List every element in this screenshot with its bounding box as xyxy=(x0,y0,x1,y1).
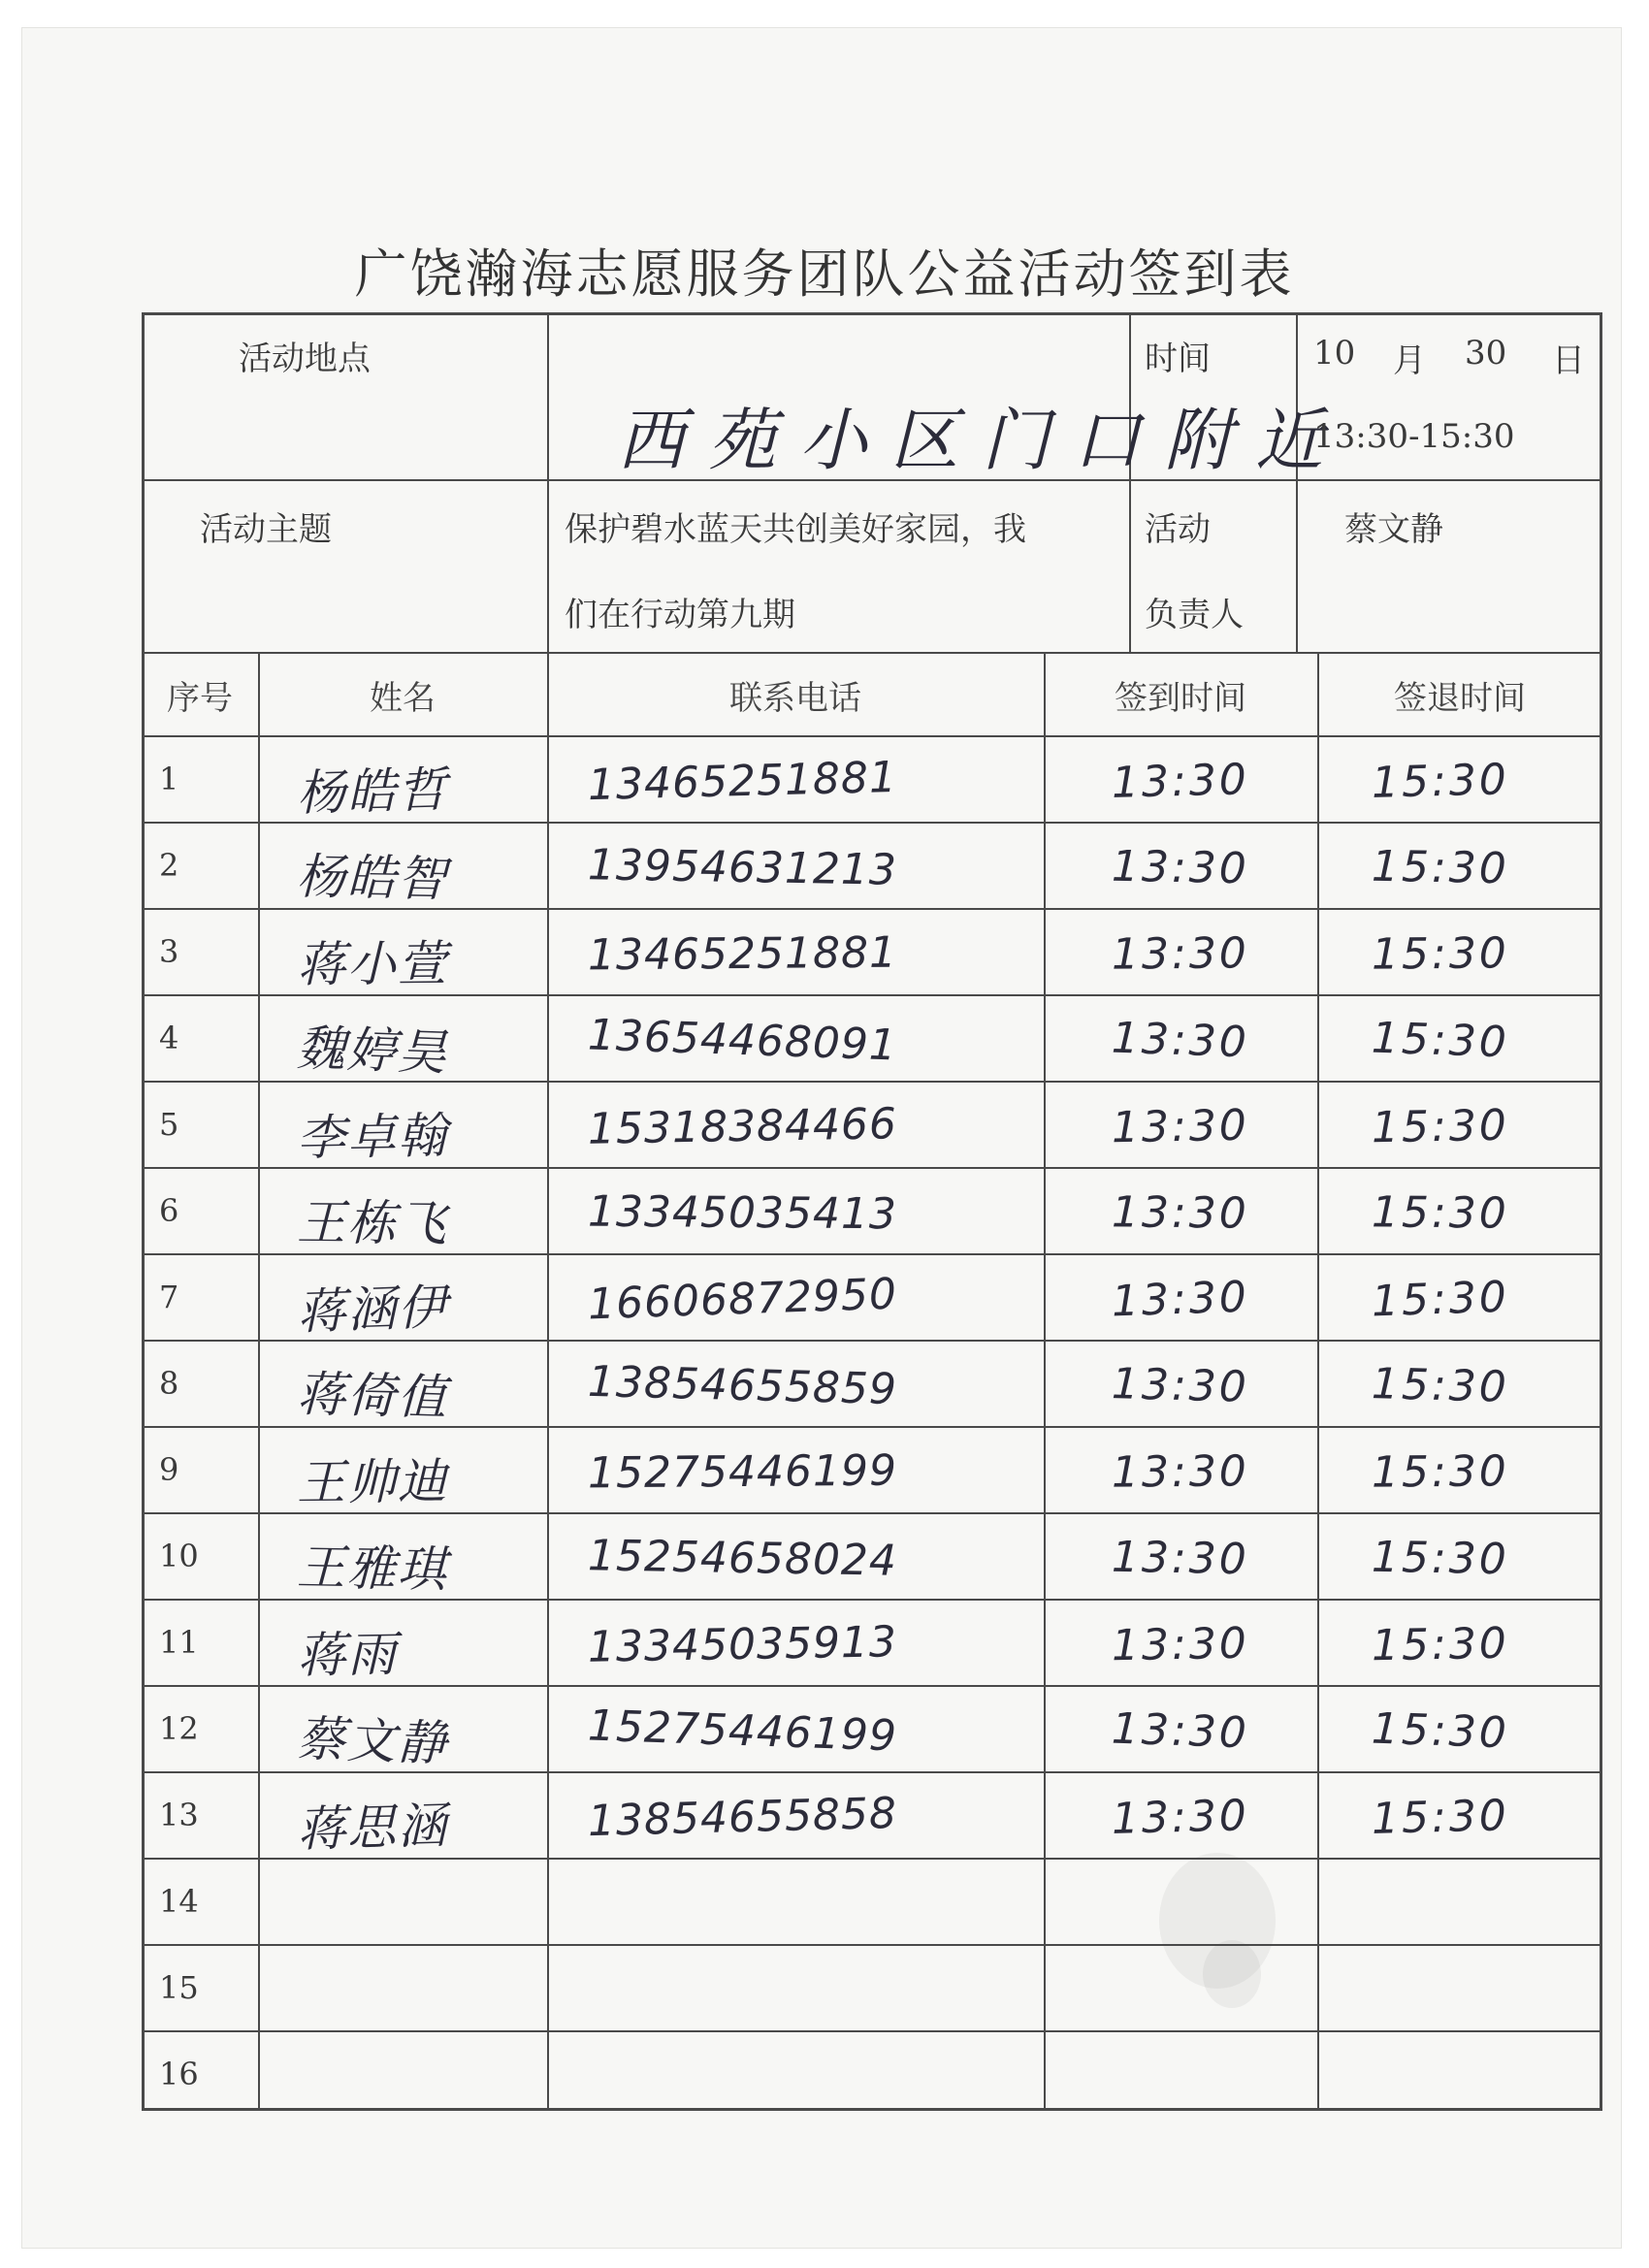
table-border-top xyxy=(142,312,1602,315)
row-sign-in-time: 13:30 xyxy=(1111,1618,1250,1671)
row-phone: 13345035913 xyxy=(587,1617,898,1672)
row-sign-in-time: 13:30 xyxy=(1111,928,1250,980)
row-phone: 13654468091 xyxy=(587,1010,898,1071)
row-phone: 13465251881 xyxy=(587,752,898,811)
row-sign-out-time: 15:30 xyxy=(1371,1013,1510,1068)
row-sign-in-time: 13:30 xyxy=(1111,1272,1250,1327)
table-row xyxy=(142,2030,1602,2117)
row-sign-out-time: 15:30 xyxy=(1371,1187,1510,1239)
row-sign-out-time: 15:30 xyxy=(1371,1100,1510,1153)
row-sign-in-time: 13:30 xyxy=(1111,1703,1250,1759)
row-name: 蒋思涵 xyxy=(296,1797,449,1859)
row-phone: 16606872950 xyxy=(587,1269,898,1330)
row-number: 7 xyxy=(159,1279,179,1315)
row-name: 杨皓哲 xyxy=(296,761,449,823)
leader-label-line-1: 活动 xyxy=(1145,510,1211,549)
table-row xyxy=(142,994,1602,1081)
row-name: 蒋小萱 xyxy=(296,935,449,993)
row-phone: 15275446199 xyxy=(587,1445,898,1499)
row-sign-in-time: 13:30 xyxy=(1111,1359,1250,1412)
row-number: 6 xyxy=(159,1192,179,1229)
row-name: 王雅琪 xyxy=(296,1539,449,1599)
theme-line-1: 保护碧水蓝天共创美好家园，我 xyxy=(565,510,1026,549)
row-number: 10 xyxy=(159,1538,199,1574)
row-number: 14 xyxy=(159,1883,199,1920)
theme-line-2: 们在行动第九期 xyxy=(565,596,795,634)
table-row xyxy=(142,1426,1602,1512)
row-number: 3 xyxy=(159,933,179,970)
table-row xyxy=(142,1253,1602,1340)
table-row xyxy=(142,822,1602,908)
row-sign-in-time: 13:30 xyxy=(1111,755,1250,808)
column-header: 联系电话 xyxy=(729,679,861,718)
row-phone: 13854655859 xyxy=(587,1356,898,1415)
row-sign-out-time: 15:30 xyxy=(1371,1618,1510,1671)
row-sign-out-time: 15:30 xyxy=(1371,928,1510,980)
table-row xyxy=(142,908,1602,994)
header-col-divider xyxy=(547,312,549,652)
row-sign-in-time: 13:30 xyxy=(1111,1446,1250,1498)
row-number: 2 xyxy=(159,847,179,884)
column-header: 姓名 xyxy=(370,679,436,718)
table-row xyxy=(142,1599,1602,1685)
table-row xyxy=(142,735,1602,822)
column-header: 签退时间 xyxy=(1394,679,1526,718)
row-phone: 13954631213 xyxy=(587,840,898,895)
row-sign-out-time: 15:30 xyxy=(1371,1791,1510,1844)
row-phone: 15318384466 xyxy=(587,1099,898,1154)
row-phone: 15254658024 xyxy=(587,1531,898,1586)
row-phone: 13465251881 xyxy=(587,927,898,981)
row-number: 16 xyxy=(159,2056,199,2092)
date-day-unit: 日 xyxy=(1552,341,1585,380)
row-sign-out-time: 15:30 xyxy=(1371,1272,1510,1327)
row-sign-in-time: 13:30 xyxy=(1111,1532,1250,1585)
table-row xyxy=(142,1944,1602,2030)
row-sign-out-time: 15:30 xyxy=(1371,1446,1510,1498)
row-sign-out-time: 15:30 xyxy=(1371,1359,1510,1412)
row-number: 8 xyxy=(159,1365,179,1402)
row-name: 李卓翰 xyxy=(296,1107,449,1167)
row-name: 蒋倚值 xyxy=(296,1365,449,1427)
row-number: 11 xyxy=(159,1624,199,1661)
time-range: 13:30-15:30 xyxy=(1313,417,1515,456)
row-number: 15 xyxy=(159,1969,199,2006)
table-row xyxy=(142,1685,1602,1771)
table-row xyxy=(142,1858,1602,1944)
row-name: 蒋涵伊 xyxy=(296,1279,450,1341)
row-number: 1 xyxy=(159,761,179,797)
table-row xyxy=(142,1771,1602,1858)
row-sign-in-time: 13:30 xyxy=(1111,1013,1250,1068)
row-sign-in-time: 13:30 xyxy=(1111,1791,1250,1844)
row-number: 5 xyxy=(159,1106,179,1143)
row-sign-out-time: 15:30 xyxy=(1371,841,1510,894)
table-row xyxy=(142,1340,1602,1426)
row-name: 杨皓智 xyxy=(296,848,449,908)
date-day-num: 30 xyxy=(1465,334,1507,373)
column-header: 序号 xyxy=(167,679,233,718)
theme-label: 活动主题 xyxy=(200,510,332,549)
date-month-unit: 月 xyxy=(1393,341,1426,380)
row-phone: 15275446199 xyxy=(587,1701,898,1762)
row-sign-out-time: 15:30 xyxy=(1371,755,1510,808)
row-sign-in-time: 13:30 xyxy=(1111,1187,1250,1239)
form-title: 广饶瀚海志愿服务团队公益活动签到表 xyxy=(354,243,1295,305)
row-sign-in-time: 13:30 xyxy=(1111,841,1250,894)
row-number: 13 xyxy=(159,1797,199,1833)
row-name: 蒋雨 xyxy=(296,1626,399,1684)
row-phone: 13345035413 xyxy=(587,1186,898,1240)
row-phone: 13854655858 xyxy=(587,1788,898,1847)
table-row xyxy=(142,1081,1602,1167)
row-name: 蔡文静 xyxy=(295,1710,449,1772)
location-label: 活动地点 xyxy=(239,340,371,378)
row-sign-in-time: 13:30 xyxy=(1111,1100,1250,1153)
leader-value: 蔡文静 xyxy=(1344,510,1443,549)
time-label: 时间 xyxy=(1145,340,1211,378)
leader-label-line-2: 负责人 xyxy=(1145,596,1244,634)
row-name: 魏婷昊 xyxy=(295,1020,449,1082)
header-divider xyxy=(142,652,1602,654)
location-value: 西苑小区门口附近 xyxy=(617,401,1346,480)
row-sign-out-time: 15:30 xyxy=(1371,1703,1510,1759)
row-name: 王栋飞 xyxy=(296,1194,449,1252)
table-row xyxy=(142,1167,1602,1253)
column-header: 签到时间 xyxy=(1115,679,1246,718)
date-month-num: 10 xyxy=(1313,334,1356,373)
row-number: 4 xyxy=(159,1020,179,1056)
row-sign-out-time: 15:30 xyxy=(1371,1532,1510,1585)
table-row xyxy=(142,1512,1602,1599)
row-number: 12 xyxy=(159,1710,199,1747)
row-name: 王帅迪 xyxy=(296,1453,449,1511)
row-number: 9 xyxy=(159,1451,179,1488)
